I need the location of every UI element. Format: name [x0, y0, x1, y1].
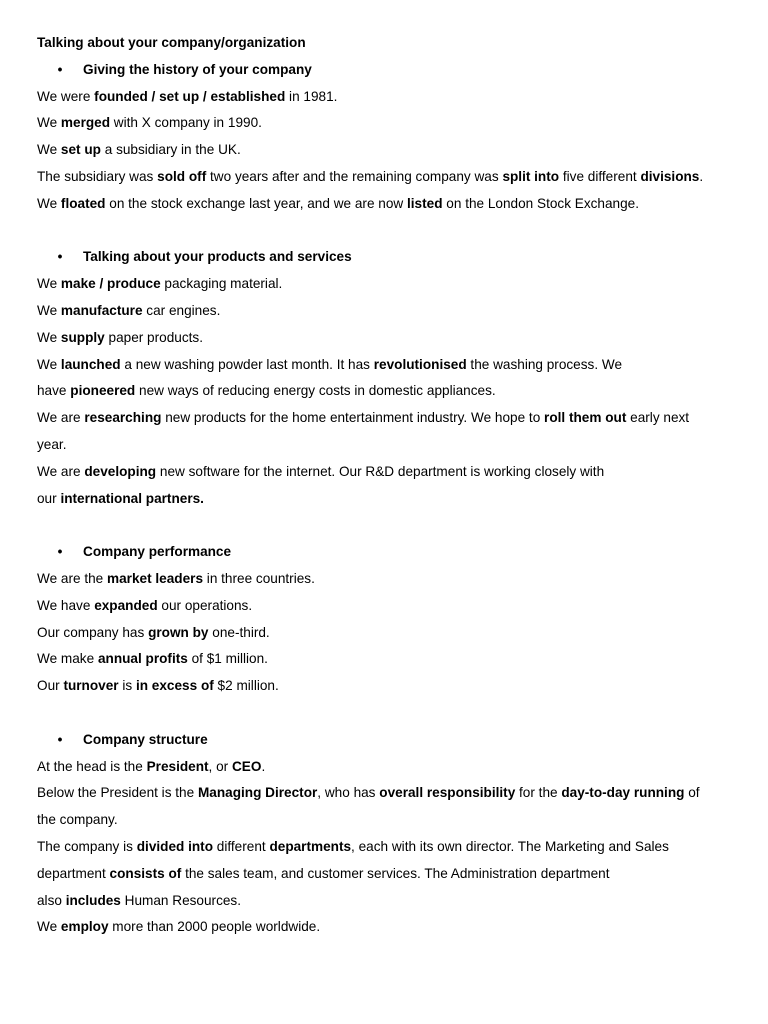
section-heading: [37, 244, 737, 271]
blank-line: [37, 512, 737, 539]
text-segment: more than 2000 people worldwide.: [108, 919, 321, 935]
bullet-icon: •: [57, 544, 63, 560]
text-segment: The subsidiary was: [37, 168, 158, 184]
text-segment: a subsidiary in the UK.: [100, 142, 241, 158]
text-segment: is: [118, 678, 136, 694]
key-phrase: supply: [60, 329, 105, 345]
text-segment: on the London Stock Exchange.: [442, 195, 640, 211]
key-phrase: includes: [65, 892, 121, 908]
text-segment: new products for the home entertainment industry. We hope to: [161, 410, 545, 426]
text-segment: car engines.: [142, 302, 221, 318]
text-segment: We: [37, 142, 61, 158]
key-phrase: in excess of: [135, 678, 214, 694]
key-phrase: sold off: [157, 168, 207, 184]
text-segment: $2 million.: [213, 678, 279, 694]
key-phrase: make / produce: [60, 276, 161, 292]
key-phrase: pioneered: [70, 383, 136, 399]
key-phrase: revolutionised: [373, 356, 467, 372]
text-segment: in 1981.: [285, 88, 338, 104]
key-phrase: Giving the history of your company: [83, 61, 312, 77]
text-segment: We: [37, 302, 61, 318]
key-phrase: Talking about your products and services: [83, 249, 352, 265]
text-segment: We are the: [37, 570, 108, 586]
text-segment: our operations.: [157, 597, 253, 613]
paragraph-line: [37, 620, 737, 647]
text-segment: Below the President is the: [37, 785, 198, 801]
text-segment: We are: [37, 463, 85, 479]
paragraph-line: [37, 325, 737, 352]
paragraph-line: [37, 673, 737, 700]
text-segment: on the stock exchange last year, and we are now: [105, 195, 407, 211]
paragraph-line: [37, 271, 737, 298]
text-segment: .: [699, 168, 704, 184]
key-phrase: divisions: [640, 168, 700, 184]
key-phrase: developing: [84, 463, 157, 479]
text-segment: different: [213, 838, 270, 854]
text-segment: We: [37, 329, 61, 345]
text-segment: At the head is the: [37, 758, 147, 774]
document-title: [37, 30, 737, 57]
key-phrase: founded / set up / established: [94, 88, 286, 104]
key-phrase: merged: [60, 115, 111, 131]
paragraph-line: [37, 459, 737, 486]
paragraph-line: [37, 566, 737, 593]
text-segment: early next: [626, 410, 690, 426]
key-phrase: roll them out: [544, 410, 627, 426]
text-segment: Human Resources.: [120, 892, 242, 908]
document-page: [37, 30, 737, 941]
paragraph-line: [37, 593, 737, 620]
paragraph-line: [37, 914, 737, 941]
document-title-text: Talking about your company/organization: [37, 35, 306, 50]
section-heading: [37, 727, 737, 754]
text-segment: We: [37, 356, 61, 372]
text-segment: of $1 million.: [187, 651, 268, 667]
key-phrase: launched: [60, 356, 121, 372]
text-segment: .: [261, 758, 266, 774]
text-segment: have: [37, 383, 71, 399]
text-segment: a new washing powder last month. It has: [120, 356, 374, 372]
key-phrase: set up: [60, 142, 101, 158]
text-segment: new ways of reducing energy costs in domestic appliances.: [135, 383, 496, 399]
key-phrase: Managing Director: [197, 785, 318, 801]
key-phrase: departments: [269, 838, 352, 854]
text-segment: The company is: [37, 838, 137, 854]
text-segment: We: [37, 115, 61, 131]
text-segment: new software for the internet. Our R&D department is working closely with: [156, 463, 605, 479]
text-segment: Our: [37, 678, 64, 694]
blank-line: [37, 218, 737, 245]
paragraph-line: [37, 191, 737, 218]
key-phrase: manufacture: [60, 302, 143, 318]
text-segment: We were: [37, 88, 95, 104]
key-phrase: annual profits: [97, 651, 188, 667]
paragraph-line: [37, 298, 737, 325]
blank-line: [37, 700, 737, 727]
key-phrase: overall responsibility: [379, 785, 516, 801]
paragraph-line: [37, 834, 737, 861]
text-segment: the company.: [37, 812, 118, 828]
key-phrase: researching: [84, 410, 162, 426]
key-phrase: consists of: [109, 865, 182, 881]
text-segment: two years after and the remaining company was: [206, 168, 503, 184]
key-phrase: grown by: [148, 624, 209, 640]
text-segment: packaging material.: [160, 276, 283, 292]
key-phrase: listed: [407, 195, 443, 211]
key-phrase: day-to-day running: [561, 785, 685, 801]
document-body: [37, 57, 737, 941]
bullet-icon: •: [57, 731, 63, 747]
text-segment: the sales team, and customer services. The Administration department: [181, 865, 610, 881]
key-phrase: Company structure: [83, 731, 208, 747]
key-phrase: President: [146, 758, 209, 774]
key-phrase: Company performance: [83, 544, 232, 560]
paragraph-line: [37, 486, 737, 513]
paragraph-line: [37, 432, 737, 459]
text-segment: We are: [37, 410, 85, 426]
text-segment: the washing process. We: [466, 356, 623, 372]
text-segment: paper products.: [104, 329, 203, 345]
paragraph-line: [37, 405, 737, 432]
paragraph-line: [37, 888, 737, 915]
paragraph-line: [37, 110, 737, 137]
text-segment: five different: [559, 168, 641, 184]
paragraph-line: [37, 861, 737, 888]
key-phrase: market leaders: [107, 570, 204, 586]
key-phrase: floated: [60, 195, 106, 211]
bullet-icon: •: [57, 249, 63, 265]
text-segment: with X company in 1990.: [110, 115, 262, 131]
paragraph-line: [37, 137, 737, 164]
text-segment: our: [37, 490, 61, 506]
paragraph-line: [37, 807, 737, 834]
text-segment: We: [37, 919, 61, 935]
text-segment: for the: [515, 785, 562, 801]
text-segment: , each with its own director. The Marketing and Sales: [351, 838, 669, 854]
text-segment: also: [37, 892, 66, 908]
section-heading: [37, 539, 737, 566]
paragraph-line: [37, 164, 737, 191]
text-segment: We: [37, 276, 61, 292]
key-phrase: turnover: [63, 678, 119, 694]
key-phrase: expanded: [94, 597, 158, 613]
text-segment: We have: [37, 597, 95, 613]
text-segment: of: [684, 785, 700, 801]
text-segment: year.: [37, 436, 67, 452]
text-segment: Our company has: [37, 624, 149, 640]
paragraph-line: [37, 646, 737, 673]
key-phrase: divided into: [136, 838, 214, 854]
paragraph-line: [37, 84, 737, 111]
paragraph-line: [37, 780, 737, 807]
text-segment: department: [37, 865, 110, 881]
text-segment: in three countries.: [203, 570, 315, 586]
text-segment: , or: [208, 758, 232, 774]
paragraph-line: [37, 754, 737, 781]
key-phrase: CEO: [231, 758, 262, 774]
paragraph-line: [37, 352, 737, 379]
paragraph-line: [37, 378, 737, 405]
text-segment: one-third.: [208, 624, 270, 640]
text-segment: We make: [37, 651, 98, 667]
text-segment: We: [37, 195, 61, 211]
bullet-icon: •: [57, 61, 63, 77]
key-phrase: international partners.: [60, 490, 204, 506]
key-phrase: employ: [60, 919, 109, 935]
text-segment: , who has: [317, 785, 380, 801]
key-phrase: split into: [502, 168, 560, 184]
section-heading: [37, 57, 737, 84]
